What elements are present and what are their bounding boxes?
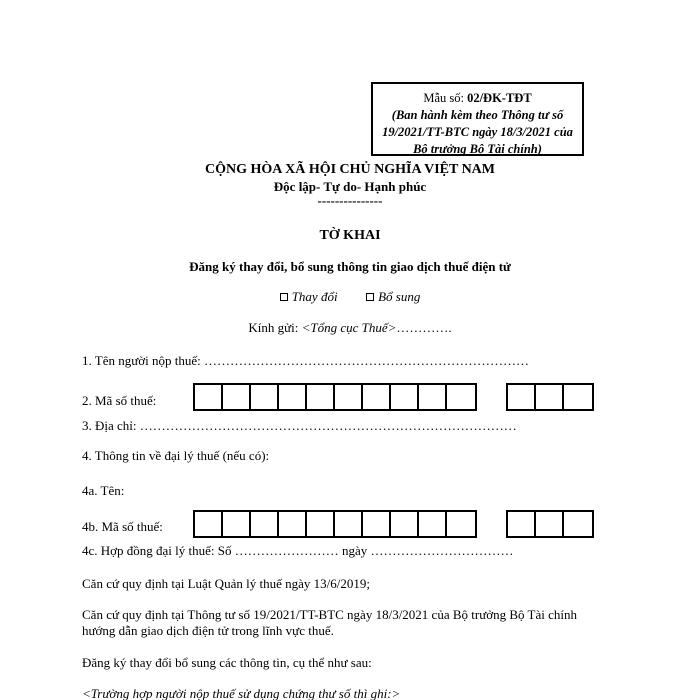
form-number-line: [373, 90, 582, 107]
option-change-label: Thay đổi: [291, 289, 338, 304]
option-supplement-label: Bổ sung: [378, 289, 421, 304]
paragraph-certificate-note: <Trường hợp người nộp thuế sử dụng chứng thư số thì ghi:>: [82, 686, 401, 700]
paragraph-registration: Đăng ký thay đổi bổ sung các thông tin, cụ thể như sau:: [82, 655, 372, 670]
supplement-checkbox[interactable]: [366, 293, 374, 301]
field-agent-tax-code-label: 4b. Mã số thuế:: [82, 519, 163, 534]
change-checkbox[interactable]: [280, 293, 288, 301]
form-number-label: Mẫu số:: [423, 91, 464, 105]
form-issued-line-2: 19/2021/TT-BTC ngày 18/3/2021 của: [382, 125, 573, 139]
field-agent-name: 4a. Tên:: [82, 483, 125, 498]
form-number-code: 02/ĐK-TĐT: [467, 91, 532, 105]
field-taxpayer-name: 1. Tên người nộp thuế: …………………………………………………………………: [82, 353, 530, 368]
motto: Độc lập- Tự do- Hạnh phúc: [273, 179, 427, 194]
tax-code-boxes-main[interactable]: [193, 383, 477, 411]
document-title: TỜ KHAI: [319, 228, 381, 243]
header-divider: ---------------: [317, 193, 383, 208]
form-number-box: [371, 82, 584, 156]
option-row: [0, 289, 700, 305]
option-supplement[interactable]: [366, 289, 420, 304]
field-tax-code-label: 2. Mã số thuế:: [82, 393, 157, 408]
tax-code-boxes-suffix[interactable]: [506, 383, 594, 411]
option-change[interactable]: [280, 289, 338, 304]
field-address: 3. Địa chỉ: ……………………………………………………………………………: [82, 418, 517, 433]
form-issued-line-3: Bộ trưởng Bộ Tài chính): [413, 142, 542, 156]
paragraph-legal-basis-2-line-2: hướng dẫn giao dịch điện tử trong lĩnh vực thuế.: [82, 623, 334, 638]
field-agent-info: 4. Thông tin về đại lý thuế (nếu có):: [82, 448, 270, 463]
form-issued-line-1: (Ban hành kèm theo Thông tư số: [391, 108, 564, 122]
recipient-line: [0, 320, 700, 336]
nation-heading: CỘNG HÒA XÃ HỘI CHỦ NGHĨA VIỆT NAM: [204, 162, 495, 177]
field-agent-contract: 4c. Hợp đồng đại lý thuế: Số …………………… ngày ……………………………: [82, 543, 514, 558]
recipient-name: <Tổng cục Thuế>: [301, 320, 397, 335]
paragraph-legal-basis-2-line-1: Căn cứ quy định tại Thông tư số 19/2021/TT-BTC ngày 18/3/2021 của Bộ trưởng Bộ Tài chính: [82, 607, 578, 622]
recipient-prefix: Kính gửi:: [248, 320, 302, 335]
document-subtitle: Đăng ký thay đổi, bổ sung thông tin giao dịch thuế điện tử: [189, 259, 511, 274]
agent-tax-code-boxes-main[interactable]: [193, 510, 477, 538]
recipient-dots: ………….: [396, 320, 452, 335]
agent-tax-code-boxes-suffix[interactable]: [506, 510, 594, 538]
paragraph-legal-basis-1: Căn cứ quy định tại Luật Quản lý thuế ngày 13/6/2019;: [82, 576, 370, 591]
